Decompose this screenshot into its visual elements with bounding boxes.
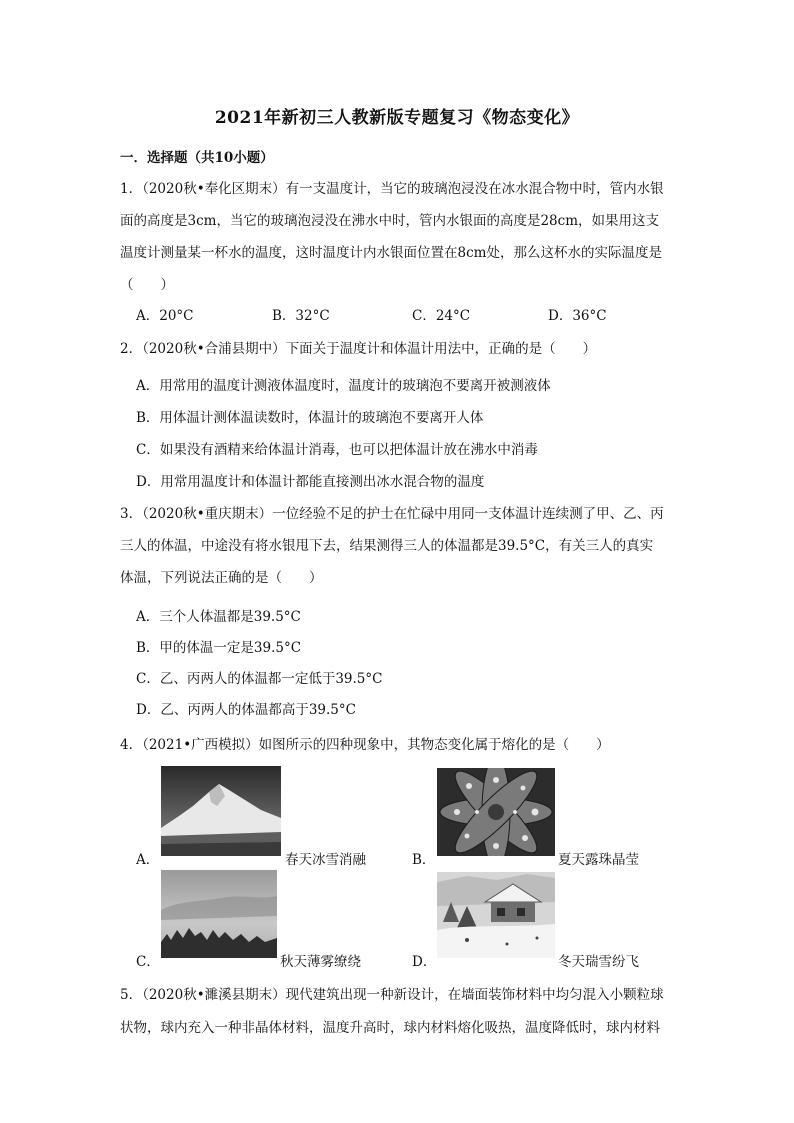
q1-option-d: D．36°C (548, 308, 607, 324)
section-heading: 一．选择题（共10小题） (120, 150, 274, 166)
q1-line-4: （ ） (120, 277, 174, 293)
dew-drops-image (437, 768, 555, 856)
snow-house-image (437, 872, 555, 958)
q3-option-c: C．乙、丙两人的体温都一定低于39.5°C (136, 671, 383, 687)
q4-option-b-letter: B． (412, 852, 436, 868)
q3-line-3: 体温，下列说法正确的是（ ） (120, 570, 323, 586)
q5-line-1: 5．（2020秋•濉溪县期末）现代建筑出现一种新设计，在墙面装饰材料中均匀混入小颗粒球 (120, 987, 664, 1003)
q2-option-c: C．如果没有酒精来给体温计消毒，也可以把体温计放在沸水中消毒 (136, 442, 538, 458)
q3-option-d: D．乙、丙两人的体温都高于39.5°C (136, 702, 356, 718)
q2-stem: 2．（2020秋•合浦县期中）下面关于温度计和体温计用法中，正确的是（ ） (120, 341, 597, 357)
q4-option-c-caption: 秋天薄雾缭绕 (280, 954, 361, 970)
q4-option-a-letter: A． (136, 852, 160, 868)
q1-option-c: C．24°C (412, 308, 471, 324)
q3-option-b: B．甲的体温一定是39.5°C (136, 640, 302, 656)
q1-option-a: A．20°C (136, 308, 194, 324)
q4-stem: 4．（2021•广西模拟）如图所示的四种现象中，其物态变化属于熔化的是（ ） (120, 737, 610, 753)
snow-mountain-image (161, 766, 281, 856)
page-title: 2021年新初三人教新版专题复习《物态变化》 (214, 108, 580, 128)
q3-line-2: 三人的体温，中途没有将水银甩下去，结果测得三人的体温都是39.5°C，有关三人的真实 (120, 538, 654, 554)
q1-line-3: 温度计测量某一杯水的温度，这时温度计内水银面位置在8cm处，那么这杯水的实际温度是 (120, 245, 662, 261)
q4-option-d-letter: D． (412, 954, 437, 970)
q4-option-d-caption: 冬天瑞雪纷飞 (558, 954, 639, 970)
q4-option-a-caption: 春天冰雪消融 (285, 852, 366, 868)
q1-line-2: 面的高度是3cm，当它的玻璃泡浸没在沸水中时，管内水银面的高度是28cm，如果用这支 (120, 213, 659, 229)
q1-option-b: B．32°C (272, 308, 330, 324)
q2-option-b: B．用体温计测体温读数时，体温计的玻璃泡不要离开人体 (136, 410, 484, 426)
q5-line-2: 状物，球内充入一种非晶体材料，温度升高时，球内材料熔化吸热，温度降低时，球内材料 (120, 1020, 660, 1036)
fog-forest-image (161, 870, 277, 958)
q4-option-b-caption: 夏天露珠晶莹 (558, 852, 639, 868)
q3-line-1: 3．（2020秋•重庆期末）一位经验不足的护士在忙碌中用同一支体温计连续测了甲、乙、丙 (120, 506, 664, 522)
q1-line-1: 1．（2020秋•奉化区期末）有一支温度计，当它的玻璃泡浸没在冰水混合物中时，管内水银 (120, 181, 664, 197)
q2-option-a: A．用常用的温度计测液体温度时，温度计的玻璃泡不要离开被测液体 (136, 378, 551, 394)
q2-option-d: D．用常用温度计和体温计都能直接测出冰水混合物的温度 (136, 474, 485, 490)
q4-option-c-letter: C． (136, 954, 160, 970)
q3-option-a: A．三个人体温都是39.5°C (136, 609, 301, 625)
